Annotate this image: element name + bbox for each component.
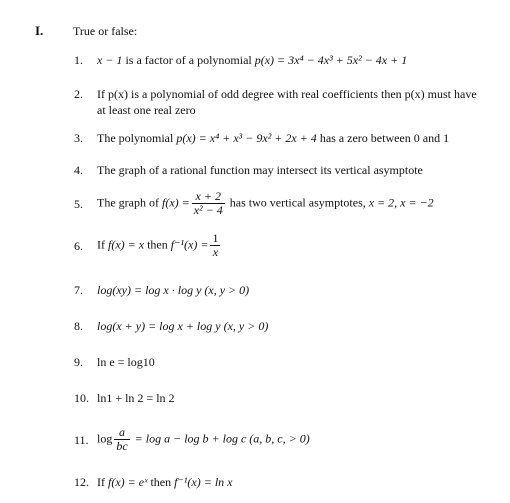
question-text-line-2: at least one real zero	[97, 103, 196, 117]
question-number: 4.	[74, 163, 83, 177]
section-number: I.	[35, 23, 44, 38]
question-number: 6.	[74, 239, 83, 253]
question-text: ln1 + ln 2 = ln 2	[97, 391, 175, 405]
question-number: 10.	[74, 391, 89, 405]
question-text-line-1: If p(x) is a polynomial of odd degree with real coefficients then p(x) must have	[97, 87, 477, 101]
question-number: 5.	[74, 197, 83, 211]
fraction: $\frac{a}{bc}$	[116, 425, 128, 453]
question-text: If f(x) = eˣ then f⁻¹(x) = ln x	[97, 475, 233, 489]
section-title: True or false:	[73, 24, 138, 38]
question-text: x − 1 is a factor of a polynomial p(x) = 3x⁴ − 4x³ + 5x² − 4x + 1	[97, 53, 408, 67]
question-text: ln e = log10	[97, 355, 155, 369]
question-text: The graph of a rational function may intersect its vertical asymptote	[97, 163, 423, 177]
question-number: 3.	[74, 131, 83, 145]
question-number: 7.	[74, 283, 83, 297]
question-number: 9.	[74, 355, 83, 369]
question-text: log(x + y) = log x + log y (x, y > 0)	[97, 319, 269, 333]
question-text: If f(x) = x then f⁻¹(x) = $\frac{1}{x}$	[97, 231, 219, 259]
question-text: log $\frac{a}{bc}$ = log a − log b + log c (a, b, c, > 0)	[97, 425, 310, 453]
question-number: 8.	[74, 319, 83, 333]
question-number: 12.	[74, 475, 89, 489]
question-number: 11.	[74, 433, 89, 447]
fraction: $\frac{1}{x}$	[212, 231, 219, 259]
question-number: 1.	[74, 53, 83, 67]
question-text: log(xy) = log x · log y (x, y > 0)	[97, 283, 250, 297]
question-number: 2.	[74, 87, 83, 101]
fraction: $\frac{x + 2}{\text{x² − 4}}$	[193, 189, 223, 217]
question-text: The graph of f(x) = $\frac{x + 2}{\text{x² − 4}}$ has two vertical asymptotes, x = 2, x = −2	[97, 189, 434, 217]
question-text: The polynomial p(x) = x⁴ + x³ − 9x² + 2x + 4 has a zero between 0 and 1	[97, 131, 450, 145]
